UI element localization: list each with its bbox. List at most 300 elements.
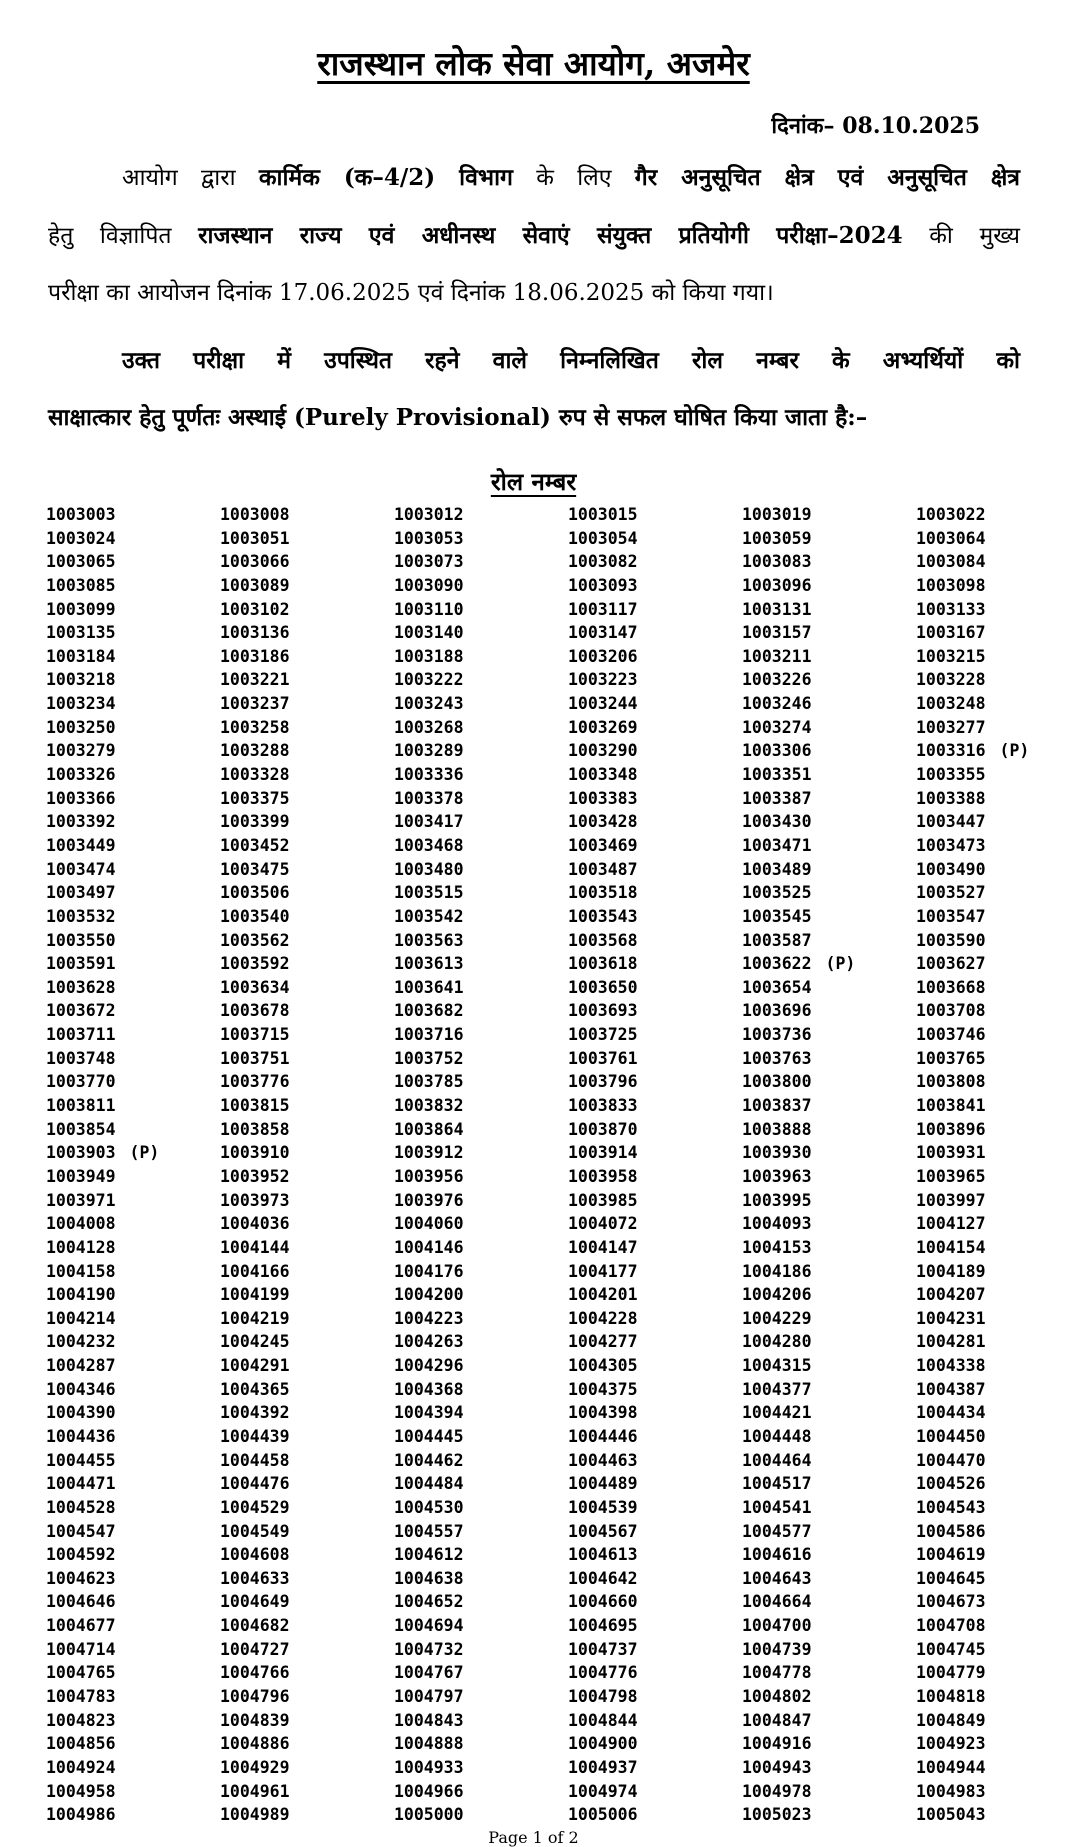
roll-number: 1004567 bbox=[568, 1521, 638, 1541]
page-footer: Page 1 of 2 bbox=[488, 1828, 579, 1847]
roll-number: 1003870 bbox=[568, 1119, 638, 1139]
roll-number: 1003654 bbox=[742, 977, 812, 997]
roll-number: 1003634 bbox=[220, 977, 290, 997]
roll-number: 1004649 bbox=[220, 1592, 290, 1612]
roll-number: 1004390 bbox=[46, 1403, 116, 1423]
roll-number: 1003221 bbox=[220, 670, 290, 690]
roll-number: 1003832 bbox=[394, 1096, 464, 1116]
roll-number: 1003237 bbox=[220, 694, 290, 714]
table-row bbox=[46, 1803, 1056, 1827]
roll-number: 1003248 bbox=[916, 694, 986, 714]
roll-number: 1003506 bbox=[220, 883, 290, 903]
table-row bbox=[46, 999, 1056, 1023]
roll-number: 1003096 bbox=[742, 575, 812, 595]
table-row bbox=[46, 787, 1056, 811]
roll-number: 1004060 bbox=[394, 1214, 464, 1234]
roll-number: 1004978 bbox=[742, 1781, 812, 1801]
roll-number: 1003184 bbox=[46, 646, 116, 666]
roll-number: 1004783 bbox=[46, 1687, 116, 1707]
roll-number: 1003776 bbox=[220, 1072, 290, 1092]
roll-number: 1003725 bbox=[568, 1025, 638, 1045]
roll-number: 1003147 bbox=[568, 623, 638, 643]
roll-number: 1004214 bbox=[46, 1308, 116, 1328]
table-row bbox=[46, 574, 1056, 598]
table-row bbox=[46, 527, 1056, 551]
roll-number: 1004577 bbox=[742, 1521, 812, 1541]
roll-number: 1004766 bbox=[220, 1663, 290, 1683]
roll-number: 1003066 bbox=[220, 552, 290, 572]
roll-number: 1004146 bbox=[394, 1237, 464, 1257]
table-row bbox=[46, 1047, 1056, 1071]
roll-number: 1003430 bbox=[742, 812, 812, 832]
roll-number: 1004767 bbox=[394, 1663, 464, 1683]
roll-number: 1004739 bbox=[742, 1639, 812, 1659]
roll-number: 1004190 bbox=[46, 1285, 116, 1305]
roll-number: 1004398 bbox=[568, 1403, 638, 1423]
roll-number: 1003277 bbox=[916, 717, 986, 737]
roll-number: 1003708 bbox=[916, 1001, 986, 1021]
roll-number: 1003475 bbox=[220, 859, 290, 879]
roll-number: 1004900 bbox=[568, 1734, 638, 1754]
roll-number: 1004958 bbox=[46, 1781, 116, 1801]
roll-number: 1003956 bbox=[394, 1166, 464, 1186]
roll-number: 1004176 bbox=[394, 1261, 464, 1281]
roll-number: 1004147 bbox=[568, 1237, 638, 1257]
roll-number: 1003084 bbox=[916, 552, 986, 572]
table-row bbox=[46, 1425, 1056, 1449]
roll-number: 1003064 bbox=[916, 528, 986, 548]
table-row bbox=[46, 598, 1056, 622]
roll-number: 1003378 bbox=[394, 788, 464, 808]
roll-number: 1003399 bbox=[220, 812, 290, 832]
roll-number: 1004530 bbox=[394, 1497, 464, 1517]
roll-number: 1003770 bbox=[46, 1072, 116, 1092]
roll-number: 1003051 bbox=[220, 528, 290, 548]
roll-number: 1005006 bbox=[568, 1805, 638, 1825]
roll-number: 1003268 bbox=[394, 717, 464, 737]
roll-number: 1004823 bbox=[46, 1710, 116, 1730]
roll-number: 1004392 bbox=[220, 1403, 290, 1423]
roll-number: 1004776 bbox=[568, 1663, 638, 1683]
roll-number: 1003388 bbox=[916, 788, 986, 808]
roll-number: 1003012 bbox=[394, 505, 464, 524]
roll-number: 1004008 bbox=[46, 1214, 116, 1234]
table-row bbox=[46, 1401, 1056, 1425]
roll-number: 1003763 bbox=[742, 1048, 812, 1068]
table-row bbox=[46, 1260, 1056, 1284]
roll-number: 1003206 bbox=[568, 646, 638, 666]
table-row bbox=[46, 881, 1056, 905]
roll-number: 1004961 bbox=[220, 1781, 290, 1801]
paragraph-1-line-3: परीक्षा का आयोजन दिनांक 17.06.2025 एवं दिनांक 18.06.2025 को किया गया। bbox=[48, 280, 774, 306]
roll-number: 1004619 bbox=[916, 1545, 986, 1565]
roll-number: 1003480 bbox=[394, 859, 464, 879]
table-row bbox=[46, 858, 1056, 882]
roll-number: 1004646 bbox=[46, 1592, 116, 1612]
roll-number: 1003269 bbox=[568, 717, 638, 737]
table-row bbox=[46, 1567, 1056, 1591]
roll-number: 1003131 bbox=[742, 599, 812, 619]
roll-number: 1003417 bbox=[394, 812, 464, 832]
roll-number: 1004153 bbox=[742, 1237, 812, 1257]
table-row bbox=[46, 1094, 1056, 1118]
roll-number: 1004708 bbox=[916, 1616, 986, 1636]
roll-number: 1003473 bbox=[916, 835, 986, 855]
table-row bbox=[46, 1141, 1056, 1165]
table-row bbox=[46, 1307, 1056, 1331]
roll-number: 1003808 bbox=[916, 1072, 986, 1092]
roll-number: 1003748 bbox=[46, 1048, 116, 1068]
roll-number: 1004206 bbox=[742, 1285, 812, 1305]
roll-number: 1003449 bbox=[46, 835, 116, 855]
roll-number: 1004245 bbox=[220, 1332, 290, 1352]
exam-name: राजस्थान राज्य एवं अधीनस्थ सेवाएं संयुक्त प्रतियोगी परीक्षा–2024 bbox=[198, 222, 903, 249]
roll-number: 1003785 bbox=[394, 1072, 464, 1092]
roll-number: 1004923 bbox=[916, 1734, 986, 1754]
roll-number: 1003931 bbox=[916, 1143, 986, 1163]
roll-number: 1003471 bbox=[742, 835, 812, 855]
roll-number: 1003693 bbox=[568, 1001, 638, 1021]
roll-number: 1004983 bbox=[916, 1781, 986, 1801]
roll-number: 1003613 bbox=[394, 954, 464, 974]
roll-number: 1004944 bbox=[916, 1757, 986, 1777]
roll-number: 1003650 bbox=[568, 977, 638, 997]
roll-number: 1004281 bbox=[916, 1332, 986, 1352]
roll-number: 1003864 bbox=[394, 1119, 464, 1139]
roll-number: 1004462 bbox=[394, 1450, 464, 1470]
roll-number: 1004557 bbox=[394, 1521, 464, 1541]
table-row bbox=[46, 1496, 1056, 1520]
roll-number: 1003290 bbox=[568, 741, 638, 761]
roll-number: 1004387 bbox=[916, 1379, 986, 1399]
roll-number: 1004888 bbox=[394, 1734, 464, 1754]
table-row bbox=[46, 952, 1056, 976]
roll-number: 1004695 bbox=[568, 1616, 638, 1636]
roll-number: 1003348 bbox=[568, 765, 638, 785]
roll-number: 1004446 bbox=[568, 1426, 638, 1446]
table-row bbox=[46, 1732, 1056, 1756]
table-row bbox=[46, 645, 1056, 669]
roll-number: 1003696 bbox=[742, 1001, 812, 1021]
roll-number: 1003672 bbox=[46, 1001, 116, 1021]
roll-number: 1004189 bbox=[916, 1261, 986, 1281]
roll-number: 1003022 bbox=[916, 505, 986, 524]
roll-number: 1004166 bbox=[220, 1261, 290, 1281]
roll-number: 1004660 bbox=[568, 1592, 638, 1612]
roll-number: 1005043 bbox=[916, 1805, 986, 1825]
table-row bbox=[46, 763, 1056, 787]
roll-number: 1003383 bbox=[568, 788, 638, 808]
roll-number: 1003098 bbox=[916, 575, 986, 595]
roll-number: 1003751 bbox=[220, 1048, 290, 1068]
roll-number: 1003543 bbox=[568, 906, 638, 926]
roll-number: 1003326 bbox=[46, 765, 116, 785]
roll-number: 1003965 bbox=[916, 1166, 986, 1186]
roll-number: 1003003 bbox=[46, 505, 116, 524]
roll-number: 1003085 bbox=[46, 575, 116, 595]
roll-number: 1003815 bbox=[220, 1096, 290, 1116]
table-row bbox=[46, 1354, 1056, 1378]
roll-number: 1004643 bbox=[742, 1568, 812, 1588]
table-row bbox=[46, 503, 1056, 527]
roll-number: 1003952 bbox=[220, 1166, 290, 1186]
roll-number: 1003083 bbox=[742, 552, 812, 572]
roll-number: 1003244 bbox=[568, 694, 638, 714]
roll-number: 1003135 bbox=[46, 623, 116, 643]
roll-number: 1004549 bbox=[220, 1521, 290, 1541]
roll-number: 1004158 bbox=[46, 1261, 116, 1281]
roll-number: 1003841 bbox=[916, 1096, 986, 1116]
table-row bbox=[46, 834, 1056, 858]
roll-number: 1003428 bbox=[568, 812, 638, 832]
table-row bbox=[46, 929, 1056, 953]
roll-number: 1003110 bbox=[394, 599, 464, 619]
roll-number: 1004737 bbox=[568, 1639, 638, 1659]
roll-number: 1003985 bbox=[568, 1190, 638, 1210]
roll-number: 1003336 bbox=[394, 765, 464, 785]
roll-number: 1004797 bbox=[394, 1687, 464, 1707]
table-row bbox=[46, 1709, 1056, 1733]
roll-number: 1003761 bbox=[568, 1048, 638, 1068]
roll-number: 1003226 bbox=[742, 670, 812, 690]
roll-number: 1003133 bbox=[916, 599, 986, 619]
roll-number: 1004682 bbox=[220, 1616, 290, 1636]
roll-number: 1003117 bbox=[568, 599, 638, 619]
roll-number: 1004377 bbox=[742, 1379, 812, 1399]
roll-number: 1004229 bbox=[742, 1308, 812, 1328]
roll-number: 1004207 bbox=[916, 1285, 986, 1305]
roll-number: 1003258 bbox=[220, 717, 290, 737]
roll-number: 1003746 bbox=[916, 1025, 986, 1045]
table-row bbox=[46, 1330, 1056, 1354]
roll-number: 1004986 bbox=[46, 1805, 116, 1825]
roll-number: 1003469 bbox=[568, 835, 638, 855]
department-name: कार्मिक (क–4/2) विभाग bbox=[258, 164, 513, 191]
roll-number: 1004200 bbox=[394, 1285, 464, 1305]
roll-number: 1004623 bbox=[46, 1568, 116, 1588]
roll-number: 1003218 bbox=[46, 670, 116, 690]
area-name: गैर अनुसूचित क्षेत्र एवं अनुसूचित क्षेत्र bbox=[634, 164, 1021, 191]
roll-number: 1004924 bbox=[46, 1757, 116, 1777]
roll-number: 1004528 bbox=[46, 1497, 116, 1517]
roll-number: 1003854 bbox=[46, 1119, 116, 1139]
roll-number: 1004463 bbox=[568, 1450, 638, 1470]
roll-number: 1004966 bbox=[394, 1781, 464, 1801]
table-row bbox=[46, 716, 1056, 740]
roll-number: 1004277 bbox=[568, 1332, 638, 1352]
roll-number: 1004765 bbox=[46, 1663, 116, 1683]
table-row bbox=[46, 1165, 1056, 1189]
table-row bbox=[46, 1520, 1056, 1544]
roll-number: 1004177 bbox=[568, 1261, 638, 1281]
table-row bbox=[46, 1472, 1056, 1496]
roll-number: 1004612 bbox=[394, 1545, 464, 1565]
roll-number: 1003515 bbox=[394, 883, 464, 903]
roll-number: 1003545 bbox=[742, 906, 812, 926]
roll-number: 1003223 bbox=[568, 670, 638, 690]
roll-number: 1004849 bbox=[916, 1710, 986, 1730]
roll-number: 1003222 bbox=[394, 670, 464, 690]
roll-number: 1003540 bbox=[220, 906, 290, 926]
roll-number: 1004464 bbox=[742, 1450, 812, 1470]
roll-number: 1004458 bbox=[220, 1450, 290, 1470]
roll-number: 1003289 bbox=[394, 741, 464, 761]
roll-number: 1003736 bbox=[742, 1025, 812, 1045]
roll-number: 1003622 (P) bbox=[742, 954, 856, 974]
roll-number: 1004476 bbox=[220, 1474, 290, 1494]
paragraph-2-line-2: साक्षात्कार हेतु पूर्णतः अस्थाई (Purely Provisional) रुप से सफल घोषित किया जाता है:– bbox=[48, 404, 868, 431]
table-row bbox=[46, 1661, 1056, 1685]
roll-number: 1003093 bbox=[568, 575, 638, 595]
roll-number: 1004287 bbox=[46, 1356, 116, 1376]
roll-number: 1003563 bbox=[394, 930, 464, 950]
table-row bbox=[46, 1756, 1056, 1780]
table-row bbox=[46, 1070, 1056, 1094]
table-row bbox=[46, 739, 1056, 763]
roll-number: 1003525 bbox=[742, 883, 812, 903]
roll-number: 1003627 bbox=[916, 954, 986, 974]
table-row bbox=[46, 1780, 1056, 1804]
roll-number: 1004543 bbox=[916, 1497, 986, 1517]
roll-number: 1003288 bbox=[220, 741, 290, 761]
roll-number: 1004186 bbox=[742, 1261, 812, 1281]
roll-number: 1004489 bbox=[568, 1474, 638, 1494]
roll-number: 1004484 bbox=[394, 1474, 464, 1494]
roll-number: 1003518 bbox=[568, 883, 638, 903]
roll-number: 1003053 bbox=[394, 528, 464, 548]
roll-number: 1004232 bbox=[46, 1332, 116, 1352]
roll-number: 1003024 bbox=[46, 528, 116, 548]
roll-number-grid bbox=[46, 503, 1056, 1827]
roll-number: 1004228 bbox=[568, 1308, 638, 1328]
roll-number: 1004798 bbox=[568, 1687, 638, 1707]
roll-number: 1003059 bbox=[742, 528, 812, 548]
roll-number: 1003073 bbox=[394, 552, 464, 572]
roll-number: 1004450 bbox=[916, 1426, 986, 1446]
roll-number: 1003752 bbox=[394, 1048, 464, 1068]
roll-number: 1003995 bbox=[742, 1190, 812, 1210]
roll-number: 1005000 bbox=[394, 1805, 464, 1825]
roll-number: 1004365 bbox=[220, 1379, 290, 1399]
roll-number: 1004219 bbox=[220, 1308, 290, 1328]
table-row bbox=[46, 1236, 1056, 1260]
roll-number: 1003497 bbox=[46, 883, 116, 903]
provisional-marker: (P) bbox=[129, 1143, 160, 1163]
roll-number: 1004974 bbox=[568, 1781, 638, 1801]
roll-number: 1003211 bbox=[742, 646, 812, 666]
table-row bbox=[46, 1543, 1056, 1567]
roll-number: 1003912 bbox=[394, 1143, 464, 1163]
roll-number: 1004673 bbox=[916, 1592, 986, 1612]
roll-number: 1004802 bbox=[742, 1687, 812, 1707]
roll-number: 1004613 bbox=[568, 1545, 638, 1565]
roll-number: 1004154 bbox=[916, 1237, 986, 1257]
roll-number: 1004471 bbox=[46, 1474, 116, 1494]
roll-number: 1004818 bbox=[916, 1687, 986, 1707]
roll-number: 1004439 bbox=[220, 1426, 290, 1446]
roll-number: 1003837 bbox=[742, 1096, 812, 1116]
roll-number: 1003591 bbox=[46, 954, 116, 974]
roll-number: 1003019 bbox=[742, 505, 812, 524]
roll-number: 1004714 bbox=[46, 1639, 116, 1659]
roll-number: 1003527 bbox=[916, 883, 986, 903]
roll-number: 1003800 bbox=[742, 1072, 812, 1092]
roll-number: 1003447 bbox=[916, 812, 986, 832]
roll-number: 1003099 bbox=[46, 599, 116, 619]
table-row bbox=[46, 1590, 1056, 1614]
roll-number: 1003351 bbox=[742, 765, 812, 785]
roll-number: 1004856 bbox=[46, 1734, 116, 1754]
roll-number: 1004745 bbox=[916, 1639, 986, 1659]
roll-number: 1003215 bbox=[916, 646, 986, 666]
roll-number: 1004263 bbox=[394, 1332, 464, 1352]
roll-number: 1003392 bbox=[46, 812, 116, 832]
roll-number: 1004642 bbox=[568, 1568, 638, 1588]
paragraph-1-line-2: हेतु विज्ञापित राजस्थान राज्य एवं अधीनस्थ सेवाएं संयुक्त प्रतियोगी परीक्षा–2024 की मुख्य bbox=[48, 222, 1020, 249]
roll-number: 1004616 bbox=[742, 1545, 812, 1565]
roll-number: 1003550 bbox=[46, 930, 116, 950]
roll-number: 1003366 bbox=[46, 788, 116, 808]
notice-date: दिनांक– 08.10.2025 bbox=[771, 113, 980, 139]
roll-number: 1003140 bbox=[394, 623, 464, 643]
roll-number: 1004128 bbox=[46, 1237, 116, 1257]
roll-number: 1005023 bbox=[742, 1805, 812, 1825]
roll-number: 1004291 bbox=[220, 1356, 290, 1376]
roll-number: 1004547 bbox=[46, 1521, 116, 1541]
roll-number: 1003896 bbox=[916, 1119, 986, 1139]
roll-number: 1004943 bbox=[742, 1757, 812, 1777]
roll-number: 1004844 bbox=[568, 1710, 638, 1730]
roll-number: 1004929 bbox=[220, 1757, 290, 1777]
roll-number: 1004036 bbox=[220, 1214, 290, 1234]
roll-number: 1004796 bbox=[220, 1687, 290, 1707]
roll-number: 1004694 bbox=[394, 1616, 464, 1636]
roll-number: 1004608 bbox=[220, 1545, 290, 1565]
roll-number: 1003474 bbox=[46, 859, 116, 879]
roll-number: 1003811 bbox=[46, 1096, 116, 1116]
roll-number: 1003562 bbox=[220, 930, 290, 950]
table-row bbox=[46, 1212, 1056, 1236]
roll-number: 1004144 bbox=[220, 1237, 290, 1257]
roll-number: 1003065 bbox=[46, 552, 116, 572]
roll-number: 1003306 bbox=[742, 741, 812, 761]
table-row bbox=[46, 621, 1056, 645]
roll-number: 1004664 bbox=[742, 1592, 812, 1612]
roll-number: 1004843 bbox=[394, 1710, 464, 1730]
roll-number: 1003008 bbox=[220, 505, 290, 524]
roll-number: 1003054 bbox=[568, 528, 638, 548]
roll-number: 1004727 bbox=[220, 1639, 290, 1659]
table-row bbox=[46, 1638, 1056, 1662]
roll-number: 1003228 bbox=[916, 670, 986, 690]
roll-number: 1003592 bbox=[220, 954, 290, 974]
roll-number: 1003641 bbox=[394, 977, 464, 997]
roll-number: 1003246 bbox=[742, 694, 812, 714]
roll-number: 1003765 bbox=[916, 1048, 986, 1068]
roll-number: 1004779 bbox=[916, 1663, 986, 1683]
table-row bbox=[46, 1189, 1056, 1213]
roll-number: 1003387 bbox=[742, 788, 812, 808]
roll-number: 1003903 (P) bbox=[46, 1143, 160, 1163]
roll-number: 1003102 bbox=[220, 599, 290, 619]
roll-number: 1003328 bbox=[220, 765, 290, 785]
roll-number: 1004539 bbox=[568, 1497, 638, 1517]
roll-number-heading: रोल नम्बर bbox=[490, 467, 577, 496]
roll-number: 1003888 bbox=[742, 1119, 812, 1139]
roll-number: 1003711 bbox=[46, 1025, 116, 1045]
roll-number: 1003958 bbox=[568, 1166, 638, 1186]
roll-number: 1003682 bbox=[394, 1001, 464, 1021]
